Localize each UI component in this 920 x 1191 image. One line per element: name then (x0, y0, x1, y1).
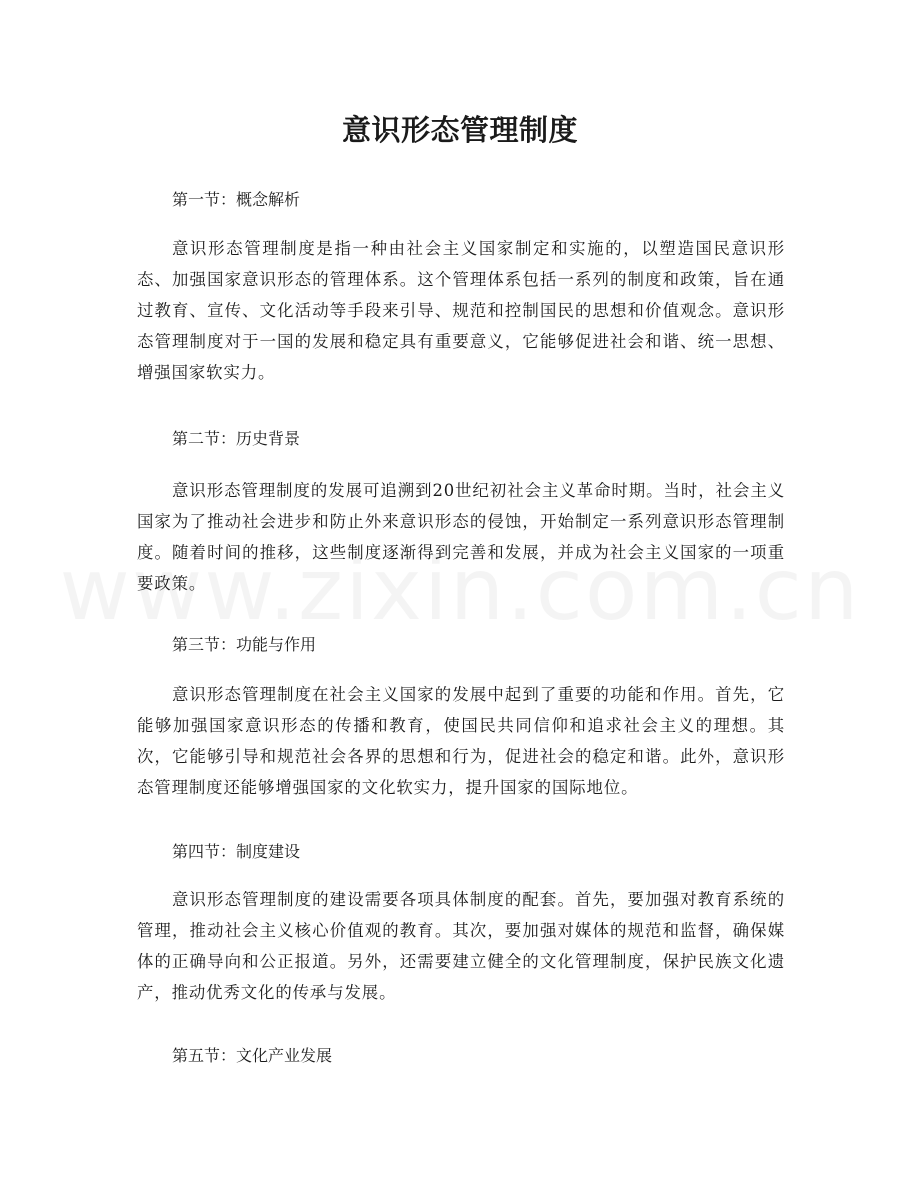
section-2-body: 意识形态管理制度的发展可追溯到20世纪初社会主义革命时期。当时，社会主义国家为了推动社会进步和防止外来意识形态的侵蚀，开始制定一系列意识形态管理制度。随着时间的推移，这些制度逐渐得到完善和发展，并成为社会主义国家的一项重要政策。 (137, 481, 785, 593)
section-1-heading: 第一节：概念解析 (172, 190, 301, 209)
section-5-heading: 第五节：文化产业发展 (172, 1046, 333, 1065)
section-3-body: 意识形态管理制度在社会主义国家的发展中起到了重要的功能和作用。首先，它能够加强国家意识形态的传播和教育，使国民共同信仰和追求社会主义的理想。其次，它能够引导和规范社会各界的思想和行为，促进社会的稳定和谐。此外，意识形态管理制度还能够增强国家的文化软实力，提升国家的国际地位。 (137, 685, 785, 797)
document-title: 意识形态管理制度 (341, 113, 578, 147)
section-2-heading: 第二节：历史背景 (172, 429, 301, 448)
section-3-heading: 第三节：功能与作用 (172, 635, 317, 654)
section-1-body: 意识形态管理制度是指一种由社会主义国家制定和实施的，以塑造国民意识形态、加强国家意识形态的管理体系。这个管理体系包括一系列的制度和政策，旨在通过教育、宣传、文化活动等手段来引导、规范和控制国民的思想和价值观念。意识形态管理制度对于一国的发展和稳定具有重要意义，它能够促进社会和谐、统一思想、增强国家软实力。 (137, 239, 785, 382)
section-4-heading: 第四节：制度建设 (172, 842, 301, 861)
section-4-body: 意识形态管理制度的建设需要各项具体制度的配套。首先，要加强对教育系统的管理，推动社会主义核心价值观的教育。其次，要加强对媒体的规范和监督，确保媒体的正确导向和公正报道。另外，还需要建立健全的文化管理制度，保护民族文化遗产，推动优秀文化的传承与发展。 (137, 890, 785, 1002)
